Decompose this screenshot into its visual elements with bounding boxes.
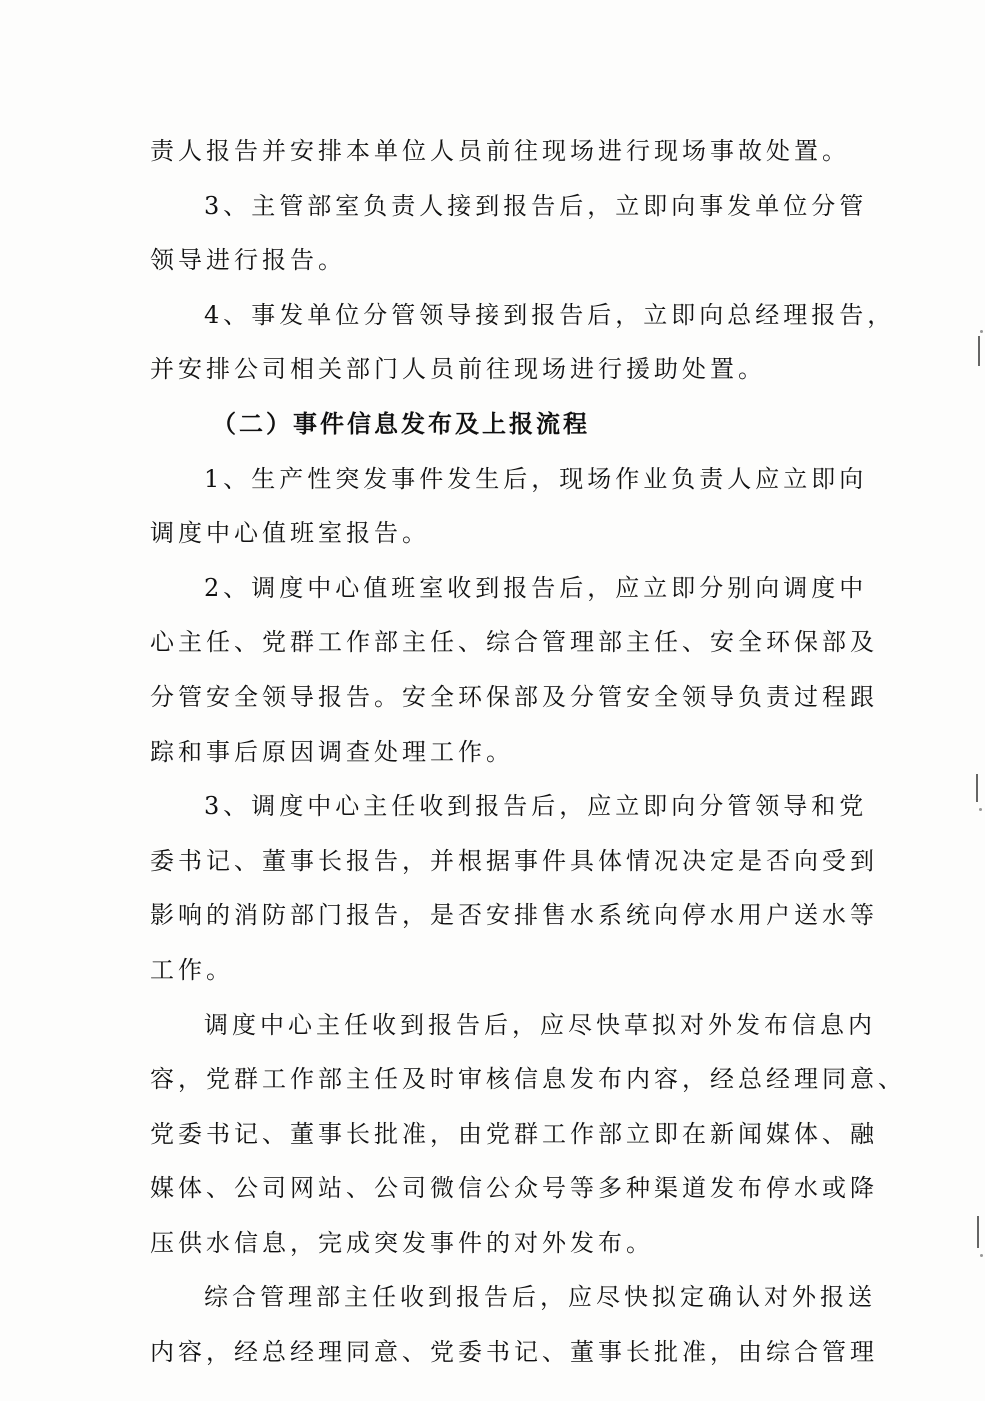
text-line-20: 媒体、公司网站、公司微信公众号等多种渠道发布停水或降 <box>150 1174 878 1203</box>
binding-hole-mark <box>977 1216 979 1248</box>
document-body <box>150 124 906 1380</box>
section-heading: （二）事件信息发布及上报流程 <box>212 408 590 438</box>
text-line-22: 综合管理部主任收到报告后，应尽快拟定确认对外报送 <box>204 1283 876 1312</box>
text-line-11: 分管安全领导报告。安全环保部及分管安全领导负责过程跟 <box>150 682 878 711</box>
text-line-18: 容，党群工作部主任及时审核信息发布内容，经总经理同意、 <box>150 1065 906 1094</box>
binding-hole-mark <box>978 336 980 366</box>
text-line-23: 内容，经总经理同意、党委书记、董事长批准，由综合管理 <box>150 1338 878 1367</box>
scan-speck <box>980 1254 983 1257</box>
binding-hole-mark <box>976 774 978 802</box>
text-line-7: 1、生产性突发事件发生后，现场作业负责人应立即向 <box>204 464 868 493</box>
text-line-8: 调度中心值班室报告。 <box>150 519 430 548</box>
text-line-15: 影响的消防部门报告，是否安排售水系统向停水用户送水等 <box>150 901 878 930</box>
text-line-16: 工作。 <box>150 955 234 984</box>
text-line-14: 委书记、董事长报告，并根据事件具体情况决定是否向受到 <box>150 846 878 875</box>
text-line-4: 4、事发单位分管领导接到报告后，立即向总经理报告， <box>204 300 896 329</box>
text-line-12: 踪和事后原因调查处理工作。 <box>150 737 514 766</box>
text-line-19: 党委书记、董事长批准，由党群工作部立即在新闻媒体、融 <box>150 1119 878 1148</box>
text-line-9: 2、调度中心值班室收到报告后，应立即分别向调度中 <box>204 573 868 602</box>
text-line-5: 并安排公司相关部门人员前往现场进行援助处置。 <box>150 355 766 384</box>
text-line-17: 调度中心主任收到报告后，应尽快草拟对外发布信息内 <box>204 1010 876 1039</box>
text-line-13: 3、调度中心主任收到报告后，应立即向分管领导和党 <box>204 792 868 821</box>
text-line-10: 心主任、党群工作部主任、综合管理部主任、安全环保部及 <box>150 628 878 657</box>
text-line-21: 压供水信息，完成突发事件的对外发布。 <box>150 1228 654 1257</box>
text-line-1: 责人报告并安排本单位人员前往现场进行现场事故处置。 <box>150 137 850 165</box>
text-line-3: 领导进行报告。 <box>150 246 346 275</box>
scan-speck <box>980 330 983 333</box>
text-line-2: 3、主管部室负责人接到报告后，立即向事发单位分管 <box>204 191 868 220</box>
scan-speck <box>979 808 982 811</box>
